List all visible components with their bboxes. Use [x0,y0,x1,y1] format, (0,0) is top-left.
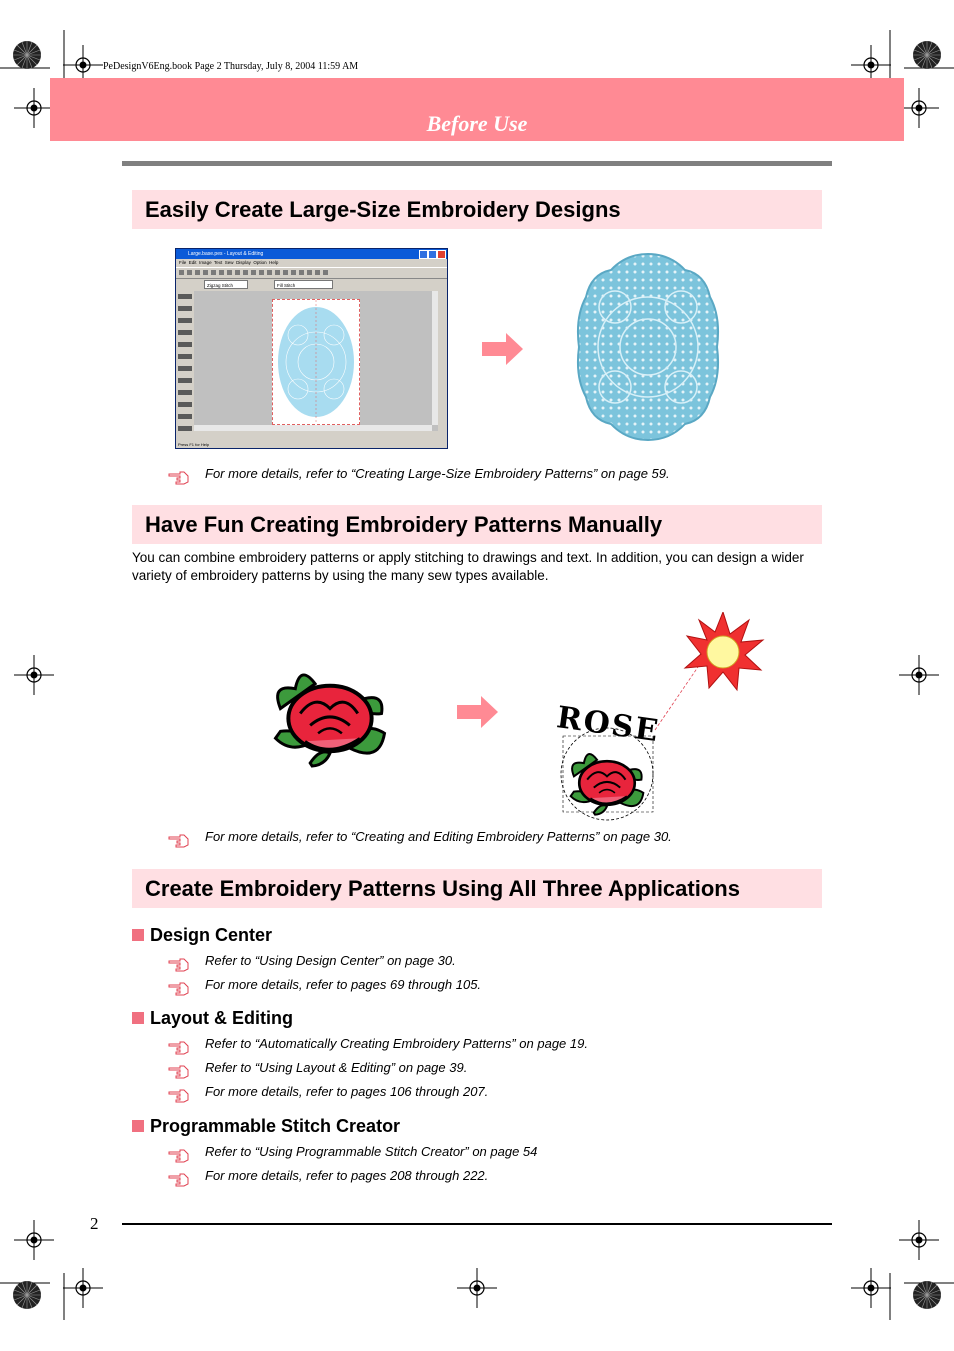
rose-embroidered-text: ROSE [554,700,663,750]
horizontal-scrollbar [194,425,432,431]
pointing-hand-icon [168,980,190,996]
menu-item: Option [253,260,267,265]
bullet-square-icon [132,1120,144,1132]
reference-note: Refer to “Using Layout & Editing” on page 39. [205,1060,468,1075]
pointing-hand-icon [168,956,190,972]
toolbar-icons [179,270,329,275]
pointing-hand-icon [168,469,190,485]
tool-palette [178,291,192,431]
reference-note: For more details, refer to pages 69 through 105. [205,977,482,992]
menu-item: Image [199,260,212,265]
design-page [272,299,360,425]
section-body: You can combine embroidery patterns or apply stitching to drawings and text. In addition, you can design a wider variety of embroidery patterns by using the many sew types available. [132,550,804,583]
band-title: Before Use [426,111,528,136]
subsection-programmable-stitch-creator [132,1116,400,1137]
reference-note: For more details, refer to “Creating and Editing Embroidery Patterns” on page 30. [205,829,672,844]
maximize-icon [428,250,437,259]
page-number: 2 [90,1214,99,1233]
region-sew-type-dropdown: Fill Stitch [274,280,333,289]
bottom-rule [122,1223,832,1225]
section-title: Easily Create Large-Size Embroidery Designs [145,197,621,222]
subsection-heading: Programmable Stitch Creator [150,1116,401,1136]
app-screenshot [175,248,448,449]
pointing-hand-icon [168,1147,190,1163]
status-bar: Press F1 for Help [178,442,210,447]
vertical-scrollbar [432,291,438,425]
close-icon [437,250,446,259]
work-area [194,291,438,431]
reference-note: Refer to “Using Programmable Stitch Creator” on page 54 [205,1144,538,1159]
reference-note: Refer to “Using Design Center” on page 30. [205,953,456,968]
lace-pattern-thumbnail [273,300,359,424]
pointing-hand-icon [168,1087,190,1103]
lace-pattern-image [575,252,721,442]
pointing-hand-icon [168,832,190,848]
window-title: Large.base.pes - Layout & Editing [188,251,264,257]
arrow-right-icon [482,333,523,365]
sun-image [685,612,763,690]
subsection-heading: Layout & Editing [150,1008,293,1028]
reference-note: For more details, refer to pages 208 through 222. [205,1168,489,1183]
section-bar-three-apps [132,869,822,908]
menu-item: File [179,260,187,265]
section-title: Have Fun Creating Embroidery Patterns Manually [145,512,663,537]
section-bar-large-size [132,190,822,229]
sew-toolbar [176,279,447,290]
menu-item: Help [269,260,279,265]
bullet-square-icon [132,1012,144,1024]
subsection-design-center [132,925,272,946]
menu-bar [176,259,447,267]
toolbar [176,267,447,279]
pointing-hand-icon [168,1063,190,1079]
section-bar-manual [132,505,822,544]
menu-item: Sew [224,260,234,265]
pointing-hand-icon [168,1039,190,1055]
subsection-heading: Design Center [150,925,273,945]
pointing-hand-icon [168,1171,190,1187]
window-titlebar [176,249,447,259]
rose-embroidery-image [268,654,392,768]
subsection-layout-editing [132,1008,293,1029]
reference-note: Refer to “Automatically Creating Embroidery Patterns” on page 19. [205,1036,588,1051]
line-sew-type-dropdown: Zigzag Stitch [204,280,248,289]
menu-item: Text [214,260,223,265]
top-rule [122,161,832,166]
bullet-square-icon [132,929,144,941]
reference-note: For more details, refer to pages 106 through 207. [205,1084,489,1099]
menu-item: Display [236,260,251,265]
section-title: Create Embroidery Patterns Using All Three Applications [145,876,740,901]
print-header: PeDesignV6Eng.book Page 2 Thursday, July 8, 2004 11:59 AM [103,61,359,72]
menu-item: Edit [188,260,197,265]
arrow-right-icon [457,696,498,728]
minimize-icon [419,250,428,259]
reference-note: For more details, refer to “Creating Large-Size Embroidery Patterns” on page 59. [205,466,670,481]
